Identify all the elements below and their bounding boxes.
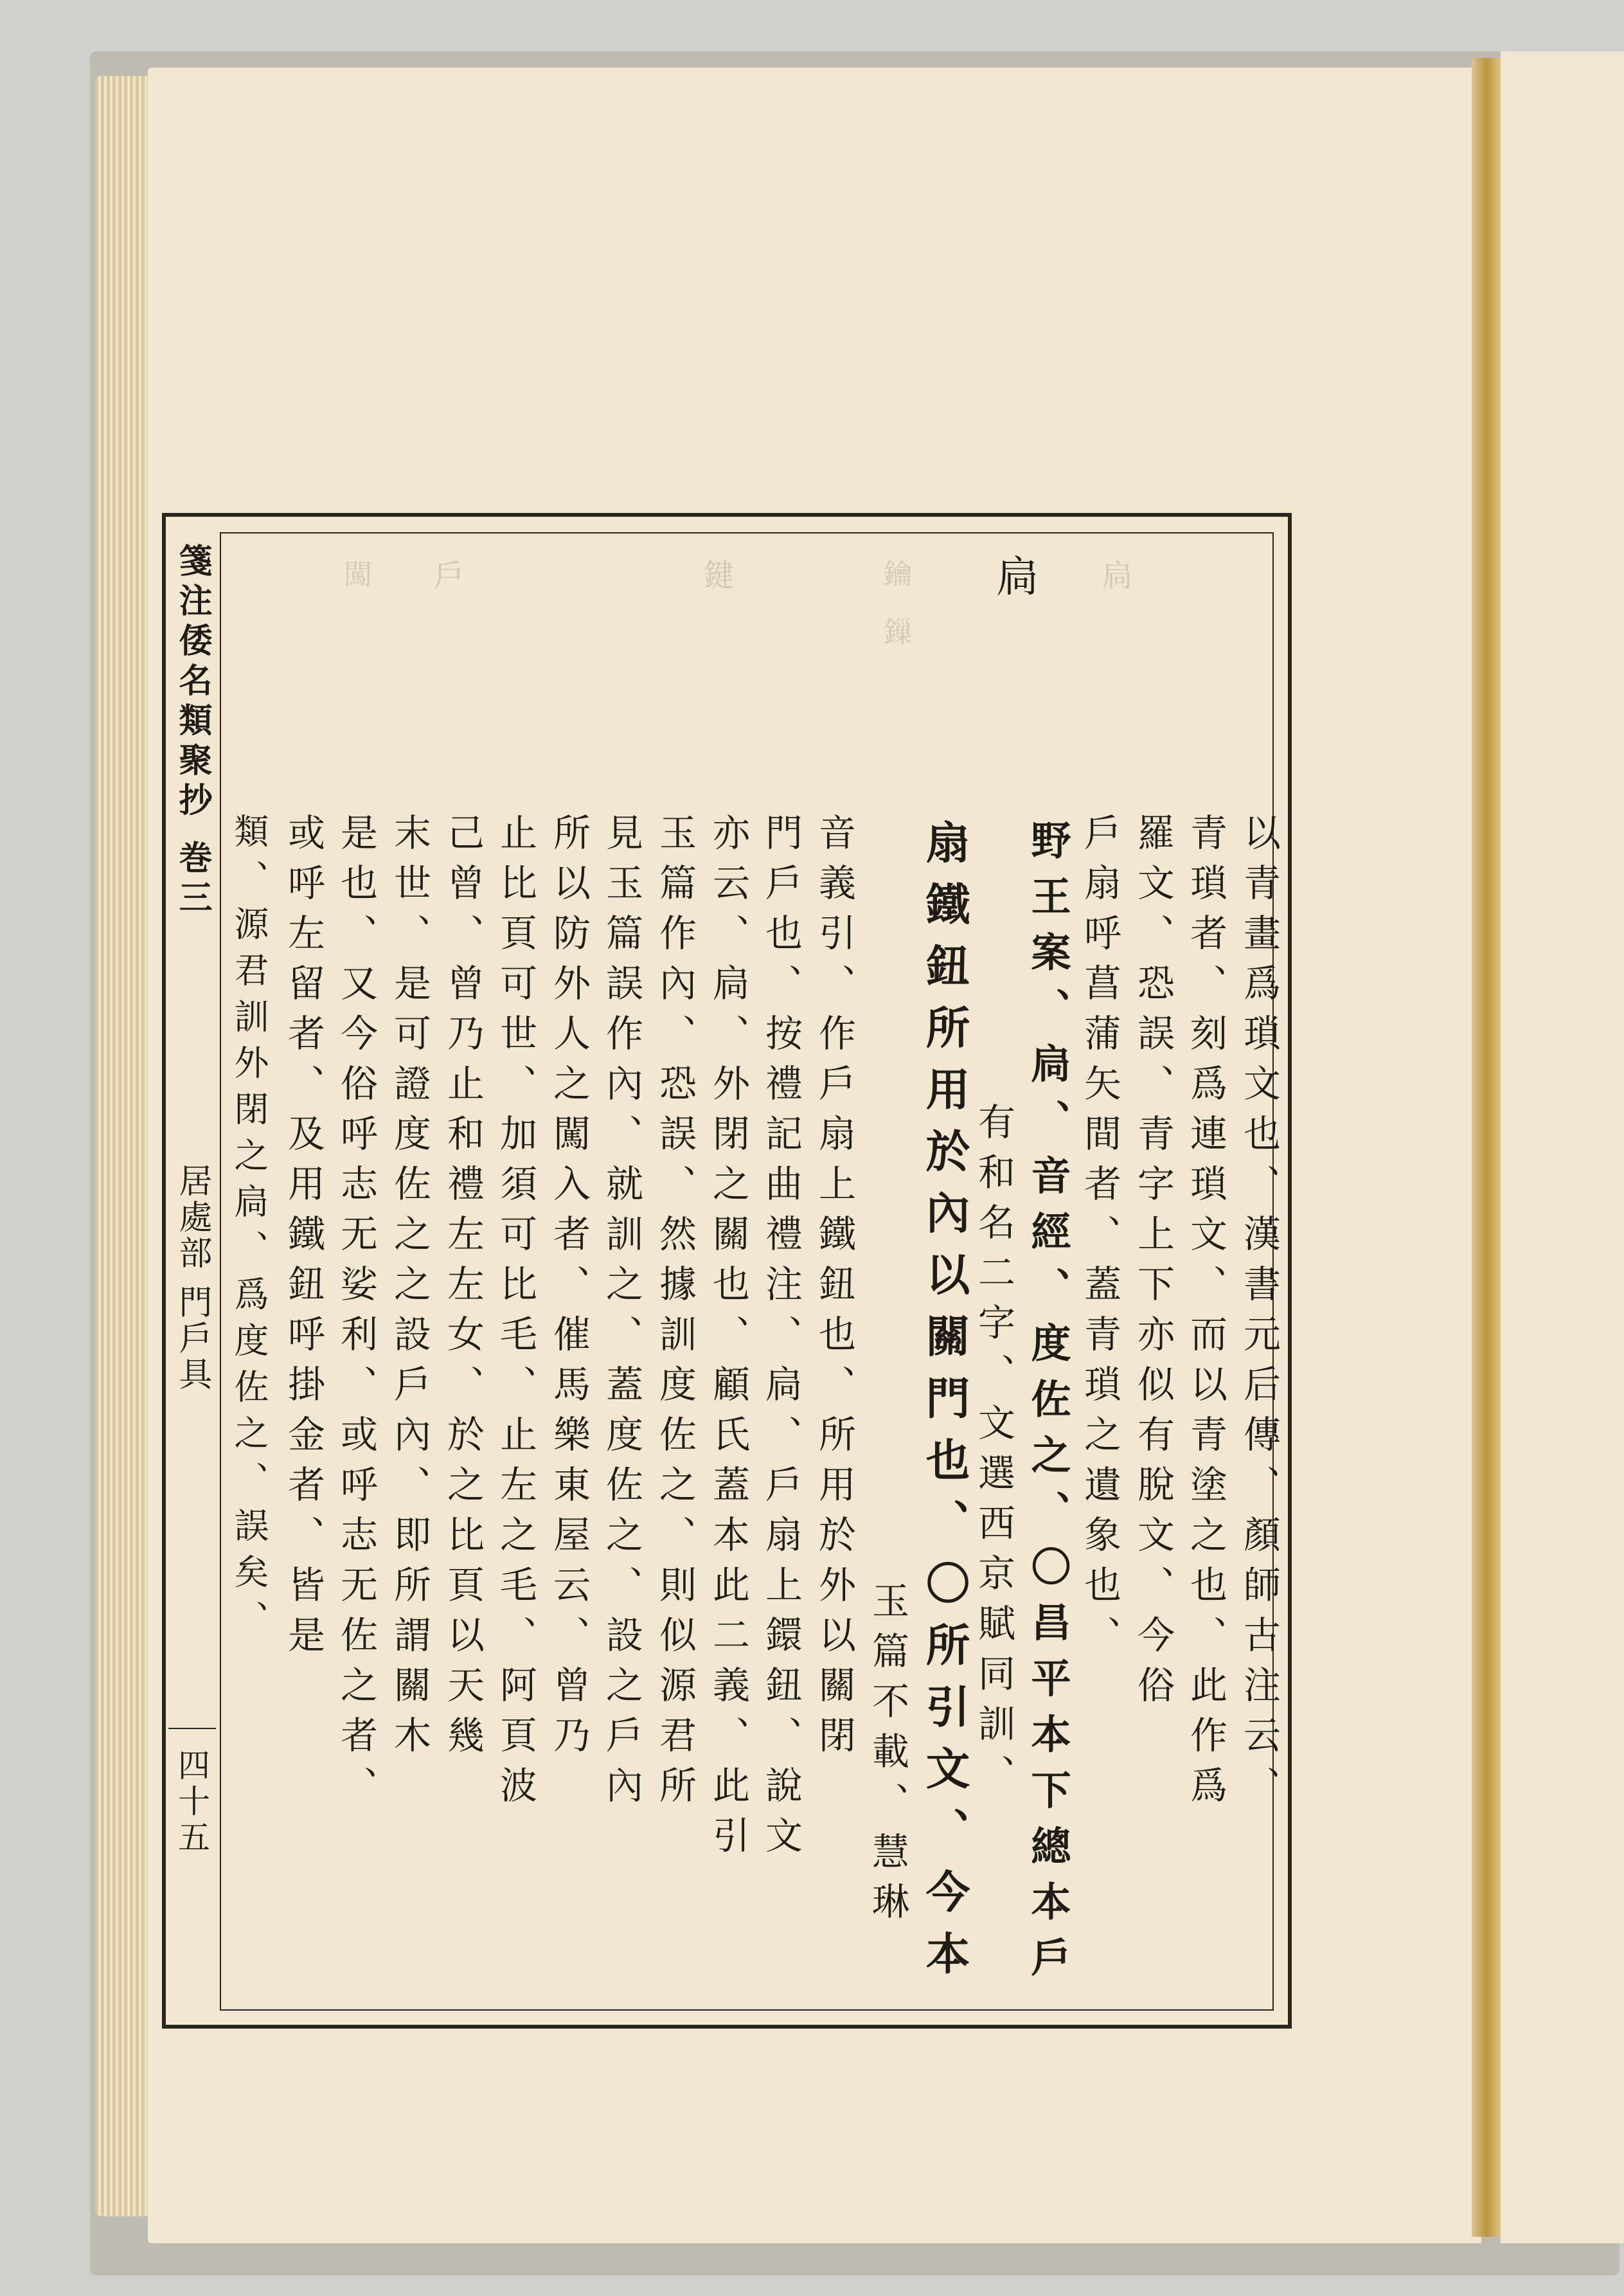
text-column: 玉篇不載、慧琳 (866, 1581, 909, 1932)
text-column: 門戶也、按禮記曲禮注、扃、戶扇上鐶鈕、說文 (759, 813, 803, 1866)
show-through-mark: 鍵 (698, 559, 734, 590)
headword-column: 扇鐵鈕所用於內以關門也、〇所引文、今本 (918, 820, 970, 1993)
page-number: 四十五 (173, 1748, 210, 1856)
text-column: 玉篇作內、恐誤、然據訓度佐之、則似源君所 (653, 813, 697, 1816)
book-gutter (1472, 58, 1501, 2237)
show-through-mark: 闖 (339, 559, 371, 587)
text-column: 音義引、作戶扇上鐵鈕也、所用於外以關閉 (812, 813, 856, 1766)
show-through-mark: 鑰 (879, 559, 911, 587)
running-section: 居處部 門戶具 (173, 1163, 211, 1393)
text-column: 止比頁可世、加須可比毛、止左之毛、阿頁波 (494, 813, 537, 1816)
text-column: 青瑣者、刻爲連瑣文、而以青塗之也、此作爲 (1184, 813, 1227, 1816)
show-through-mark: 鏁 (879, 617, 911, 645)
headword-column: 野王案、扃、音經、度佐之、〇昌平本下總本戶 (1024, 820, 1072, 1993)
text-column: 亦云、扃、外閉之關也、顧氏蓋本此二義、此引 (706, 813, 750, 1866)
text-column: 類、源君訓外閉之扃、爲度佐之、誤矣、 (229, 813, 269, 1646)
running-title: 箋注倭名類聚抄 巻三 (173, 543, 212, 920)
text-column: 是也、又今俗呼志无娑利、或呼志无佐之者、 (334, 813, 378, 1816)
show-through-mark: 戶 (428, 559, 464, 590)
folio-rule (168, 1728, 216, 1729)
text-column: 戶扇呼菖蒲矢間者、蓋青瑣之遺象也、 (1078, 813, 1121, 1665)
entry-heading: 扃 (989, 554, 1039, 596)
text-column: 有和名二字、文選西京賦同訓、 (972, 1102, 1015, 1804)
text-column: 己曾、曾乃止和禮左左女、於之比頁以天幾 (441, 813, 485, 1766)
text-column: 或呼左留者、及用鐵鈕呼掛金者、皆是 (281, 813, 325, 1665)
facing-page (1501, 51, 1624, 2243)
text-column: 羅文、恐誤、青字上下亦似有脫文、今俗 (1131, 813, 1175, 1716)
text-column: 末世、是可證度佐之之設戶內、即所謂關木 (388, 813, 431, 1766)
text-column: 見玉篇誤作內、就訓之、蓋度佐之、設之戶內 (600, 813, 643, 1816)
show-through-mark: 扃 (1096, 559, 1132, 590)
text-column: 以青畫爲瑣文也、漢書元后傳、顏師古注云、 (1237, 813, 1281, 1816)
text-column: 所以防外人之闖入者、催馬樂東屋云、曾乃 (547, 813, 591, 1766)
